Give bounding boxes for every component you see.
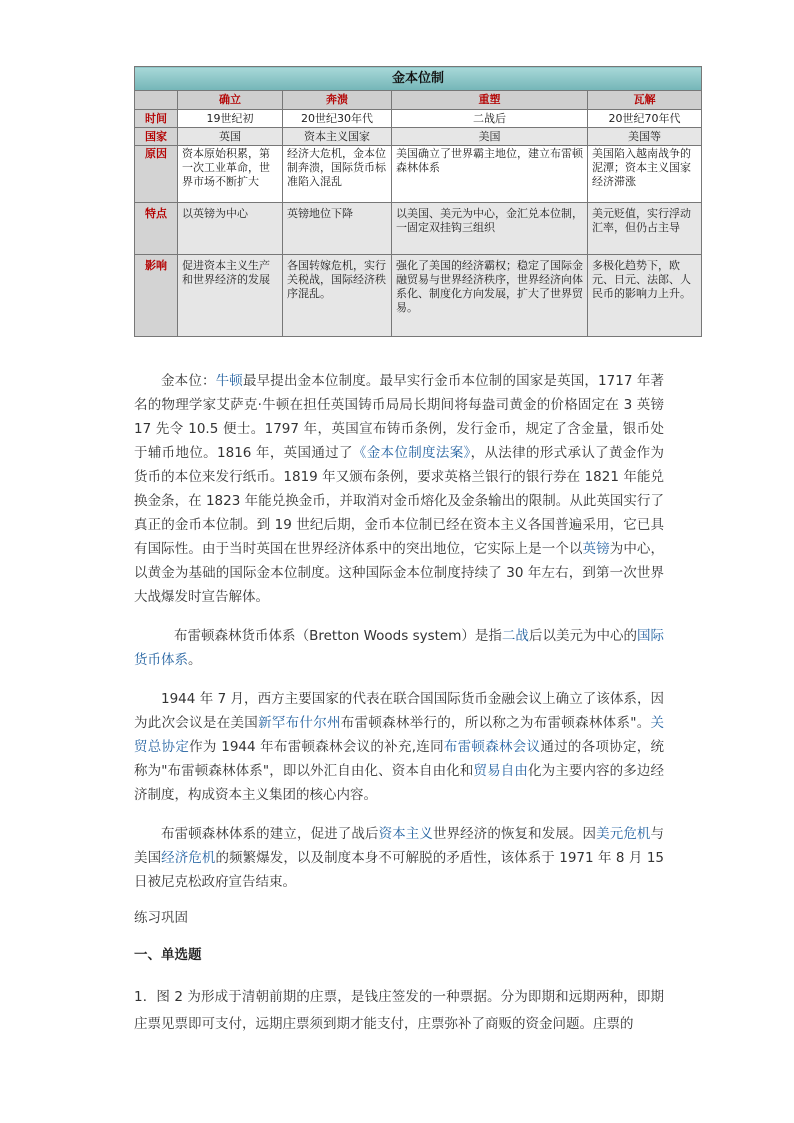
table-cell: 美国 [392, 128, 588, 146]
link-ww2[interactable]: 二战 [501, 628, 529, 644]
text-span: 通过的各项协定，统称为"布雷顿森林体系"，即以外汇自由化、资本自由化和 [134, 739, 665, 779]
paragraph-bretton-woods-intro [134, 624, 664, 672]
table-cell: 强化了美国的经济霸权；稳定了国际金融贸易与世界经济秩序，世界经济向体系化、制度化方向发展，扩大了世界贸易。 [392, 255, 588, 337]
text-span: ，从法律的形式承认了黄金作为货币的本位来发行纸币。1819 年又颁布条例，要求英格兰银行的银行券在 1821 年能兑换金条，在 1823 年能兑换金币，并取消对金币熔化及金条输出的限制。从此英国实行了真正的金币本位制。到 19 世纪后期，金币本位制已经在资本主义各国普遍采用，它已具有国际性。由于当时英国在世界经济体系中的突出地位，它实际上是一个以 [134, 445, 665, 557]
paragraph-bretton-woods-end [134, 822, 664, 894]
table-cell: 20世纪30年代 [283, 110, 392, 128]
text-span: 化为主要内容的多边经济制度，构成资本主义集团的核心内容。 [134, 763, 665, 803]
section-heading: 一、单选题 [134, 947, 202, 963]
table-cell: 美国陷入越南战争的泥潭；资本主义国家经济滞涨 [588, 146, 702, 203]
row-header: 国家 [135, 128, 178, 146]
text-span: 金本位： [161, 373, 216, 389]
text-span: 世界经济的恢复和发展。因 [432, 826, 597, 842]
table-cell: 多极化趋势下，欧元、日元、法郎、人民币的影响力上升。 [588, 255, 702, 337]
header-cell-reshape: 重塑 [392, 91, 588, 110]
text-span: 布雷顿森林体系的建立，促进了战后 [161, 826, 379, 842]
table-cell: 19世纪初 [178, 110, 283, 128]
text-span: 的频繁爆发，以及制度本身不可解脱的矛盾性，该体系于 1971 年 8 月 15 日被尼克松政府宣告结束。 [134, 850, 664, 890]
row-header: 原因 [135, 146, 178, 203]
row-header: 影响 [135, 255, 178, 337]
link-gatt[interactable]: 关贸总协定 [134, 715, 665, 755]
table-cell: 美元贬值，实行浮动汇率，但仍占主导 [588, 203, 702, 255]
table-cell: 美国等 [588, 128, 702, 146]
table-row [135, 203, 702, 255]
header-cell-establish: 确立 [178, 91, 283, 110]
header-cell-disintegrate: 瓦解 [588, 91, 702, 110]
table-row [135, 110, 702, 128]
text-span: 布雷顿森林货币体系（Bretton Woods system）是指 [174, 628, 502, 644]
link-newton[interactable]: 牛顿 [215, 373, 243, 389]
table-cell: 资本原始积累，第一次工业革命，世界市场不断扩大 [178, 146, 283, 203]
table-cell: 英国 [178, 128, 283, 146]
row-header: 时间 [135, 110, 178, 128]
link-bretton-woods-conference[interactable]: 布雷顿森林会议 [443, 739, 541, 755]
question-1: 1．图 2 为形成于清朝前期的庄票，是钱庄签发的一种票据。分为即期和远期两种，即期庄票见票即可支付，远期庄票须到期才能支付，庄票弥补了商贩的资金问题。庄票的 [134, 989, 664, 1032]
text-span: 后以美元为中心的 [528, 628, 637, 644]
table-cell: 以美国、美元为中心，金汇兑本位制，一固定双挂钩三组织 [392, 203, 588, 255]
link-capitalism[interactable]: 资本主义 [378, 826, 433, 842]
row-header: 特点 [135, 203, 178, 255]
text-span: 布雷顿森林举行的，所以称之为布雷顿森林体系"。 [340, 715, 651, 731]
table-row [135, 255, 702, 337]
table-cell: 经济大危机，金本位制奔溃，国际货币标准陷入混乱 [283, 146, 392, 203]
text-span: 1944 年 7 月，西方主要国家的代表在联合国国际货币金融会议上确立了该体系，因为此次会议是在美国 [134, 691, 664, 731]
text-span: 与美国 [134, 826, 665, 866]
practice-label: 练习巩固 [134, 910, 188, 926]
link-economic-crisis[interactable]: 经济危机 [161, 850, 216, 866]
text-span: 。 [188, 652, 202, 668]
table-cell: 二战后 [392, 110, 588, 128]
table-cell: 以英镑为中心 [178, 203, 283, 255]
text-span: 作为 1944 年布雷顿森林会议的补充,连同 [189, 739, 444, 755]
link-gold-standard-act[interactable]: 《金本位制度法案》 [352, 445, 471, 461]
table-row [135, 146, 702, 203]
paragraph-bretton-woods-1944 [134, 687, 664, 807]
table-cell: 英镑地位下降 [283, 203, 392, 255]
link-dollar-crisis[interactable]: 美元危机 [596, 826, 651, 842]
table-row [135, 128, 702, 146]
header-cell-empty [135, 91, 178, 110]
table-cell: 促进资本主义生产和世界经济的发展 [178, 255, 283, 337]
text-span: 最早提出金本位制度。最早实行金币本位制的国家是英国，1717 年著名的物理学家艾萨克·牛顿在担任英国铸币局局长期间将每盎司黄金的价格固定在 3 英镑 17 先令 10.5 便士。1797 年，英国宣布铸币条例，发行金币，规定了含金量，银币处于辅币地位。1816 年，英国通过了 [134, 373, 665, 461]
link-pound-sterling[interactable]: 英镑 [582, 541, 610, 557]
table-title: 金本位制 [135, 67, 702, 91]
paragraph-gold-standard [134, 369, 664, 609]
table-cell: 资本主义国家 [283, 128, 392, 146]
header-cell-collapse: 奔溃 [283, 91, 392, 110]
link-international-monetary-system[interactable]: 国际货币体系 [134, 628, 665, 668]
link-new-hampshire[interactable]: 新罕布什尔州 [258, 715, 341, 731]
text-span: 为中心，以黄金为基础的国际金本位制度。这种国际金本位制度持续了 30 年左右，到第一次世界大战爆发时宣告解体。 [134, 541, 665, 605]
table-cell: 美国确立了世界霸主地位，建立布雷顿森林体系 [392, 146, 588, 203]
gold-standard-table [134, 66, 702, 337]
table-cell: 各国转嫁危机，实行关税战，国际经济秩序混乱。 [283, 255, 392, 337]
link-free-trade[interactable]: 贸易自由 [473, 763, 528, 779]
table-cell: 20世纪70年代 [588, 110, 702, 128]
table-header-row [135, 91, 702, 110]
